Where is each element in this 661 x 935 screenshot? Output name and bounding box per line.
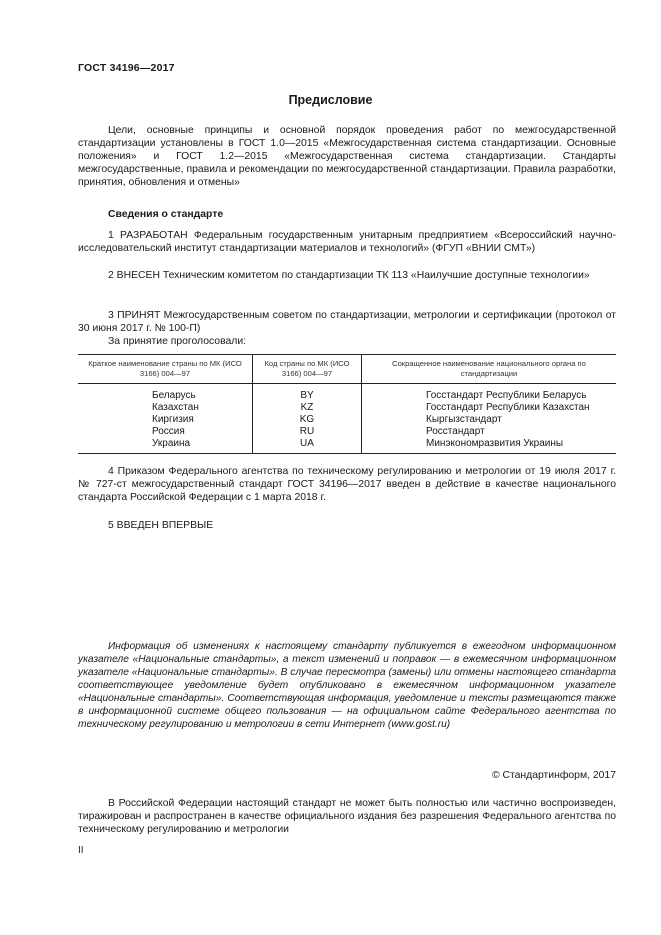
page-title: Предисловие [288,93,373,107]
item-adopted-text: 3 ПРИНЯТ Межгосударственным советом по стандартизации, метрологии и сертификации (протокол от 30 июня 2017 г. № 100-П) [78,310,616,334]
cell-body: Кыргызстандарт [362,414,617,426]
cell-body: Госстандарт Республики Беларусь [362,384,617,403]
info-note-text: Информация об изменениях к настоящему стандарту публикуется в ежегодном информационном указателе «Национальные стандарты», а текст изменений и поправок — в ежемесячном информационном указателе «Национальные стандарты». В случае пересмотра (замены) или отмены настоящего стандарта соответствующее уведомление будет опубликовано в ежемесячном информационном указателе «Национальные стандарты». Соответствующая информация, уведомление и тексты размещаются также в информационной системе общего пользования — на официальном сайте Федерального агентства по техническому регулированию и метрологии в сети Интернет (www.gost.ru) [78,641,616,730]
cell-country: Киргизия [152,414,194,425]
cell-code: BY [253,384,362,403]
cell-body: Минэкономразвития Украины [362,438,617,454]
cell-code: RU [253,426,362,438]
footer-note-text: В Российской Федерации настоящий стандарт не может быть полностью или частично воспроизведен, тиражирован и распространен в качестве официального издания без разрешения Федерального агентства по техническому регулированию и метрологии [78,798,616,835]
page-number: II [78,845,84,856]
item-introduced-text: 5 ВВЕДЕН ВПЕРВЫЕ [108,520,214,531]
intro-paragraph [78,124,616,189]
document-code: ГОСТ 34196—2017 [78,62,175,74]
cell-country: Украина [78,438,253,454]
cell-body: Росстандарт [362,426,617,438]
item-enacted-text: 4 Приказом Федерального агентства по техническому регулированию и метрологии от 19 июля 2017 г. № 727-ст межгосударственный стандарт ГОСТ 34196—2017 введен в действие в качестве национального стандарта Российской Федерации с 1 марта 2018 г. [78,466,616,503]
table-row [78,402,616,414]
footer-note [78,797,616,836]
table-row [78,384,616,403]
table-row [78,426,616,438]
item-adopted [78,309,616,335]
table-row [78,414,616,426]
table-header-row [78,355,616,384]
item-submitted-text: 2 ВНЕСЕН Техническим комитетом по стандартизации ТК 113 «Наилучшие доступные технологии» [108,270,590,281]
header-body: Сокращенное наименование национального органа по стандартизации [362,355,617,384]
item-developed [78,229,616,255]
voting-table [78,354,616,454]
voting-intro: За принятие проголосовали: [108,336,247,347]
cell-code: UA [253,438,362,454]
intro-text: Цели, основные принципы и основной порядок проведения работ по межгосударственной стандартизации установлены в ГОСТ 1.0—2015 «Межгосударственная система стандартизации. Основные положения» и ГОСТ 1.2—2015 «Межгосударственная система стандартизации. Стандарты межгосударственные, правила и рекомендации по межгосударственной стандартизации. Правила разработки, принятия, обновления и отмены» [78,125,616,188]
cell-body: Госстандарт Республики Казахстан [362,402,617,414]
cell-country: Казахстан [152,402,199,413]
item-developed-text: 1 РАЗРАБОТАН Федеральным государственным унитарным предприятием «Всероссийский научно-исследовательский институт стандартизации материалов и технологий» (ФГУП «ВНИИ СМТ») [78,230,616,254]
header-country: Краткое наименование страны по МК (ИСО 3166) 004—97 [78,355,253,384]
header-code: Код страны по МК (ИСО 3166) 004—97 [253,355,362,384]
copyright: © Стандартинформ, 2017 [491,770,616,781]
cell-code: KG [253,414,362,426]
cell-country: Беларусь [152,390,196,401]
table-row [78,438,616,454]
info-note [78,640,616,731]
item-enacted [78,465,616,504]
item-introduced [78,519,616,532]
cell-country: Россия [152,426,185,437]
item-submitted [78,269,616,282]
cell-code: KZ [253,402,362,414]
section-heading: Сведения о стандарте [108,209,224,220]
